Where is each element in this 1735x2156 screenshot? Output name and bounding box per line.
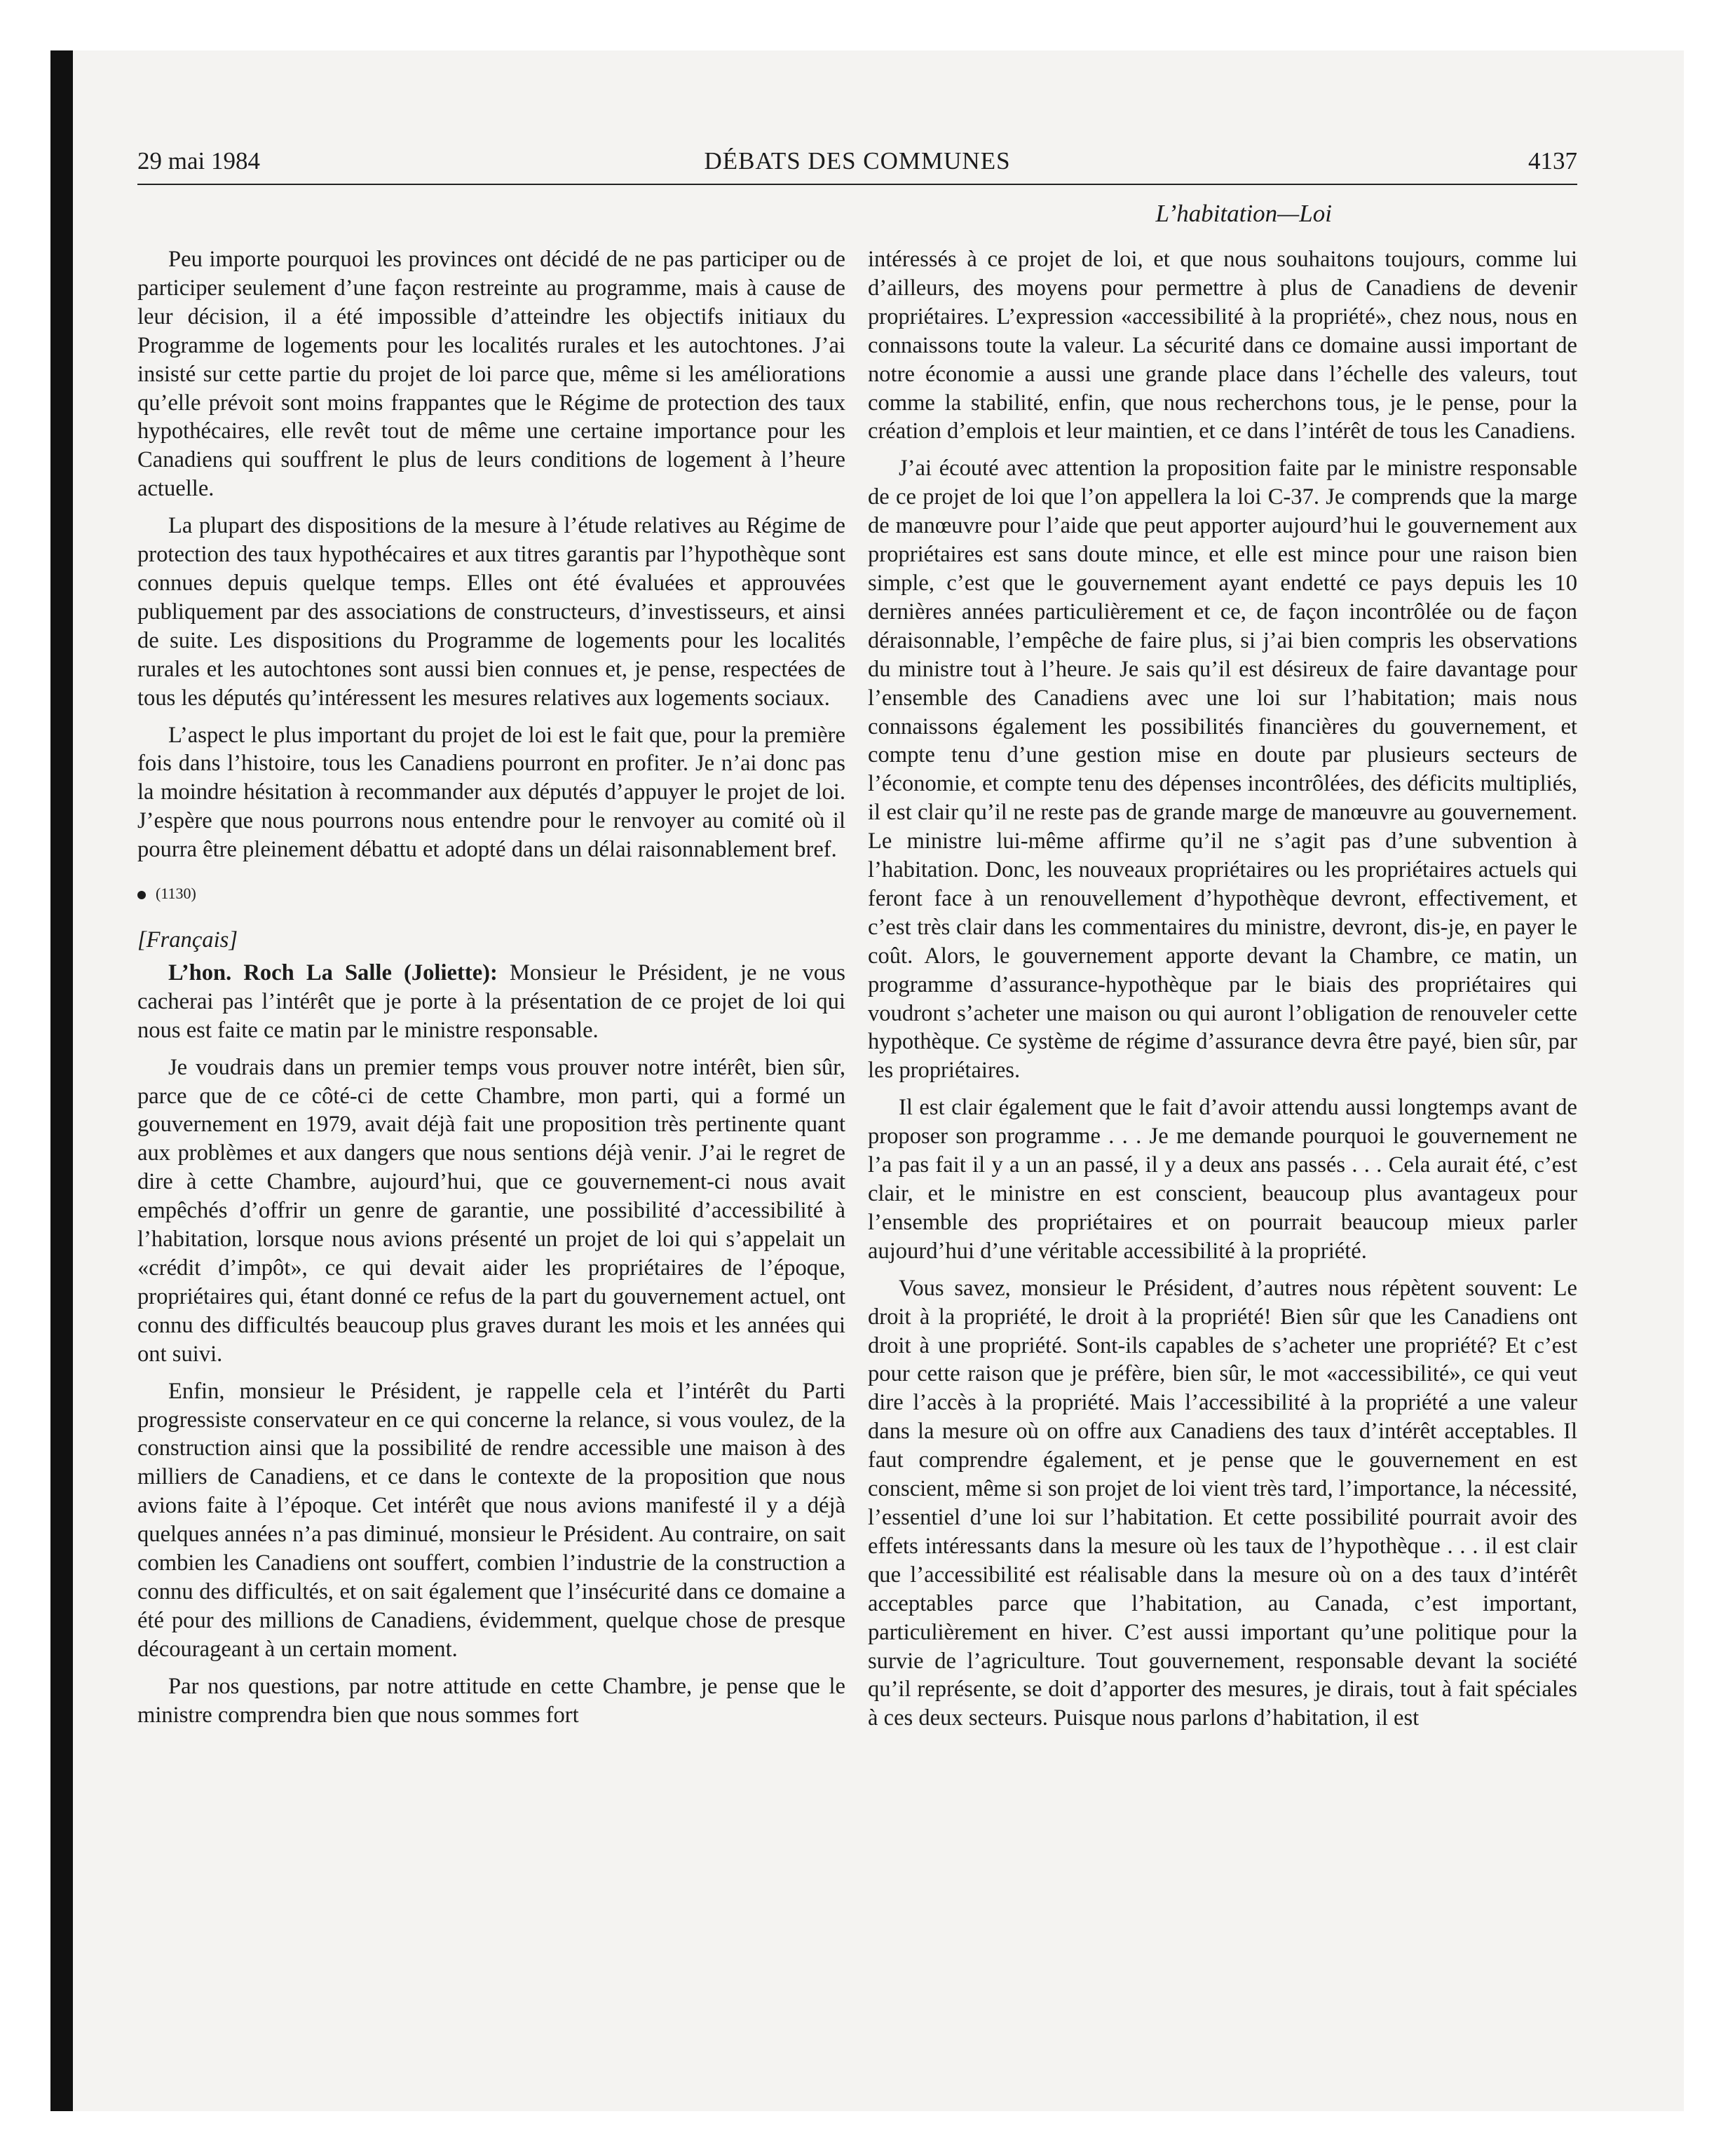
bullet-icon (137, 891, 146, 899)
binding-edge (50, 50, 73, 2111)
header-date: 29 mai 1984 (137, 147, 260, 175)
time-marker-text: (1130) (156, 885, 196, 903)
speaker-name: L’hon. Roch La Salle (Joliette): (168, 960, 498, 985)
paragraph: Peu importe pourquoi les provinces ont décidé de ne pas participer ou de participer seulement d’une façon restreinte au programme, mais à cause de leur décision, il a été impossible d’atteindre les objectifs initiaux du Programme de logements pour les localités rurales et les autochtones. J’ai insisté sur cette partie du projet de loi parce que, même si les améliorations qu’elle prévoit sont moins frappantes que le Régime de protection des taux hypothécaires, elle revêt tout de même une certaine importance pour les Canadiens qui souffrent le plus de leurs conditions de logement à l’heure actuelle. (137, 247, 845, 502)
header-title: DÉBATS DES COMMUNES (704, 147, 1011, 175)
right-column (868, 245, 1577, 1741)
page-number: 4137 (1528, 147, 1577, 175)
paragraph: Il est clair également que le fait d’avoir attendu aussi longtemps avant de proposer son programme . . . Je me demande pourquoi le gouvernement ne l’a pas fait il y a un an passé, il y a deux ans passés . . . Cela aurait été, c’est clair, et le ministre en est conscient, beaucoup plus avantageux pour l’ensemble des propriétaires et on pourrait beaucoup mieux parler aujourd’hui d’une véritable accessibilité à la propriété. (868, 1095, 1577, 1264)
paragraph: intéressés à ce projet de loi, et que nous souhaitons toujours, comme lui d’ailleurs, des moyens pour permettre à plus de Canadiens de devenir propriétaires. L’expression «accessibilité à la propriété», chez nous, nous en connaissons toute la valeur. La sécurité dans ce domaine aussi important de notre économie a aussi une grande place dans l’échelle des valeurs, tout comme la stabilité, enfin, que nous recherchons tous, je le pense, pour la création d’emplois et leur maintien, et ce dans l’intérêt de tous les Canadiens. (868, 247, 1577, 444)
left-column (137, 245, 845, 1738)
paragraph: La plupart des dispositions de la mesure à l’étude relatives au Régime de protection des taux hypothécaires et aux titres garantis par l’hypothèque sont connues depuis quelque temps. Elles ont été évaluées et approuvées publiquement par des associations de constructeurs, d’investisseurs, et ainsi de suite. Les dispositions du Programme de logements pour les localités rurales et les autochtones sont aussi bien connues et, je pense, respectées de tous les députés qu’intéressent les mesures relatives aux logements sociaux. (137, 513, 845, 711)
speech-text: Monsieur le Président, je ne vous cacherai pas l’intérêt que je porte à la présentation de ce projet de loi qui nous est faite ce matin par le ministre responsable. (137, 960, 845, 1043)
page-header (137, 147, 1577, 182)
language-tag: [Français] (137, 927, 238, 953)
paragraph: Enfin, monsieur le Président, je rappelle cela et l’intérêt du Parti progressiste conservateur en ce qui concerne la relance, si vous voulez, de la construction ainsi que la possibilité de rendre accessible une maison à des milliers de Canadiens, et ce dans le contexte de la proposition que nous avions faite à l’époque. Cet intérêt que nous avions manifesté il y a déjà quelques années n’a pas diminué, monsieur le Président. Au contraire, on sait combien les Canadiens ont souffert, combien l’industrie de la construction a connu des difficultés, et on sait également que l’insécurité dans ce domaine a été pour des millions de Canadiens, évidemment, quelque chose de presque décourageant à un certain moment. (137, 1378, 845, 1662)
speech-paragraph (137, 959, 845, 1045)
paragraph: L’aspect le plus important du projet de loi est le fait que, pour la première fois dans l’histoire, tous les Canadiens pourront en profiter. Je n’ai donc pas la moindre hésitation à recommander aux députés d’appuyer le projet de loi. J’espère que nous pourrons nous entendre pour le renvoyer au comité où il pourra être pleinement débattu et adopté dans un délai raisonnablement bref. (137, 722, 845, 863)
running-head: L’habitation—Loi (1155, 200, 1332, 227)
paragraph: Par nos questions, par notre attitude en cette Chambre, je pense que le ministre comprendra bien que nous sommes fort (137, 1673, 845, 1728)
paragraph: Je voudrais dans un premier temps vous prouver notre intérêt, bien sûr, parce que de ce côté-ci de cette Chambre, mon parti, qui a formé un gouvernement en 1979, avait déjà fait une proposition très pertinente quant aux problèmes et aux dangers que nous sentions déjà venir. J’ai le regret de dire à cette Chambre, aujourd’hui, que ce gouvernement-ci nous avait empêchés d’offrir un genre de garantie, une possibilité d’accessibilité à l’habitation, lorsque nous avions présenté un projet de loi qui s’appelait un «crédit d’impôt», ce qui devait aider les propriétaires de l’époque, propriétaires qui, étant donné ce refus de la part du gouvernement actuel, ont connu des difficultés beaucoup plus graves durant les mois et les années qui ont suivi. (137, 1054, 845, 1367)
paragraph: Vous savez, monsieur le Président, d’autres nous répètent souvent: Le droit à la propriété, le droit à la propriété! Bien sûr que les Canadiens ont droit à une propriété. Sont-ils capables de s’acheter une propriété? Et c’est pour cette raison que je préfère, bien sûr, le mot «accessibilité», ce qui veut dire l’accès à la propriété. Mais l’accessibilité à la propriété a une valeur dans la mesure où on offre aux Canadiens des taux d’intérêt acceptables. Il faut comprendre également, et je pense que le gouvernement en est conscient, même si son projet de loi vient très tard, l’importance, la nécessité, l’essentiel d’une loi sur l’habitation. Et cette possibilité pourrait avoir des effets intéressants dans la mesure où les taux de l’hypothèque . . . il est clair que l’accessibilité est réalisable dans la mesure où on a des taux d’intérêt acceptables parce que l’habitation, au Canada, c’est important, particulièrement en hiver. C’est aussi important qu’une politique pour la survie de l’agriculture. Tout gouvernement, responsable devant la société qu’il représente, se doit d’apporter des mesures, je dirais, tout à fait spéciales à ces deux secteurs. Puisque nous parlons d’habitation, il est (868, 1275, 1577, 1731)
time-marker (137, 880, 845, 908)
header-rule (137, 184, 1577, 185)
paragraph: J’ai écouté avec attention la proposition faite par le ministre responsable de ce projet de loi que l’on appellera la loi C-37. Je comprends que la marge de manœuvre pour l’aide que peut apporter aujourd’hui le gouvernement aux propriétaires est sans doute mince, et elle est mince pour une raison bien simple, c’est que le gouvernement ayant endetté ce pays depuis les 10 dernières années particulièrement et ce, de façon incontrôlée ou de façon déraisonnable, l’empêche de faire plus, si j’ai bien compris les observations du ministre tout à l’heure. Je sais qu’il est désireux de faire davantage pour l’ensemble des Canadiens avec une loi sur l’habitation; mais nous connaissons également les possibilités financières du gouvernement, et compte tenu d’une gestion mise en doute par plusieurs secteurs de l’économie, et compte tenu des dépenses incontrôlées, des déficits multipliés, il est clair qu’il ne reste pas de grande marge de manœuvre au gouvernement. Le ministre lui-même affirme qu’il ne s’agit pas d’une subvention à l’habitation. Donc, les nouveaux propriétaires ou les propriétaires actuels qui feront face à un renouvellement d’hypothèque devront, effectivement, et c’est très clair dans les commentaires du ministre, devront, dis-je, en payer le coût. Alors, le gouvernement apporte devant la Chambre, ce matin, un programme d’assurance-hypothèque par le biais des propriétaires qui voudront s’acheter une maison ou qui auront l’obligation de renouveler cette hypothèque. Ce système de régime d’assurance devra être payé, bien sûr, par les propriétaires. (868, 456, 1577, 1084)
